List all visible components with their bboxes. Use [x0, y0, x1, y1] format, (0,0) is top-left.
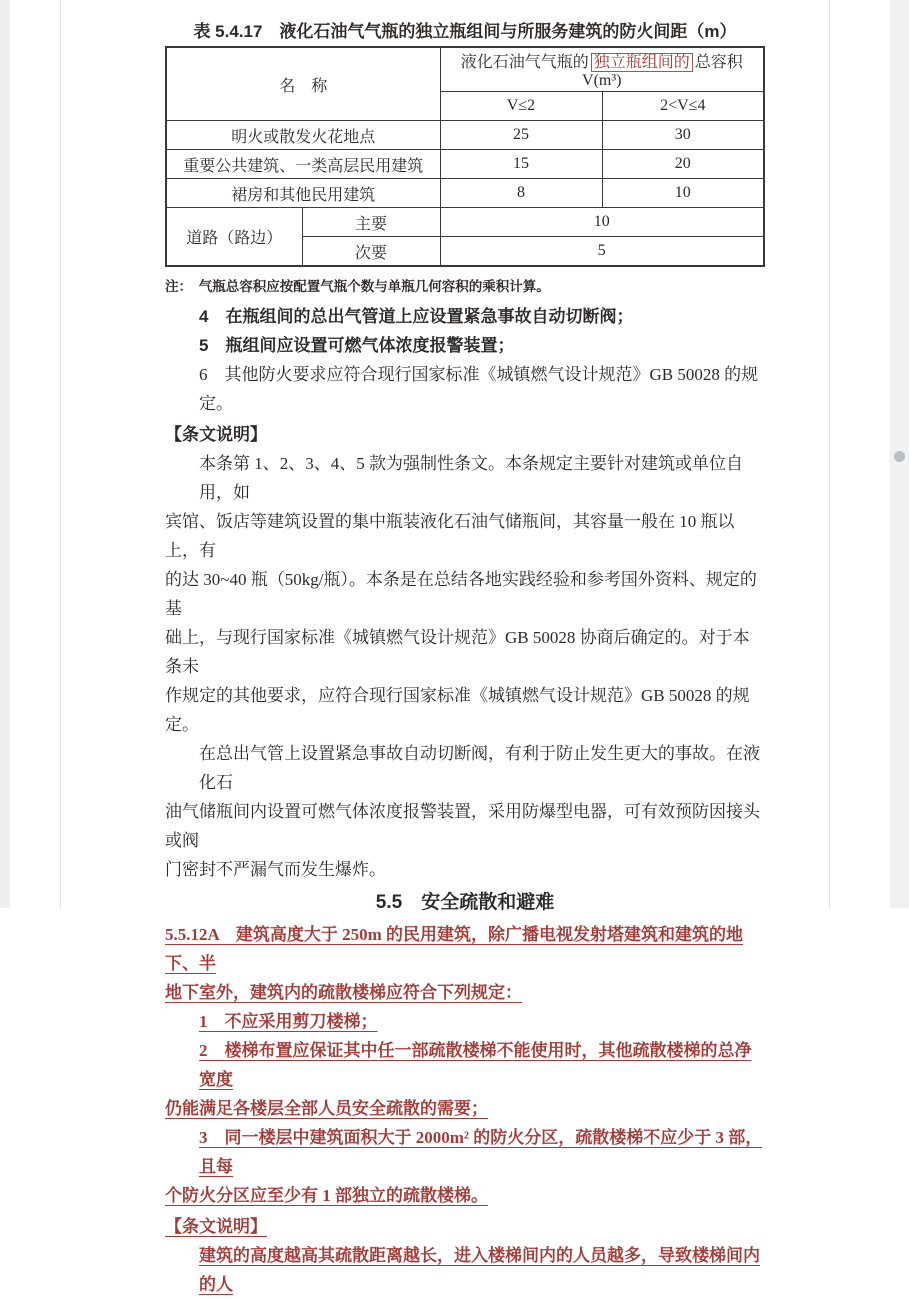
clause-subitem-3-continued: 个防火分区应至少有 1 部独立的疏散楼梯。 — [165, 1186, 488, 1205]
paragraph-line: 的达 30~40 瓶（50kg/瓶）。本条是在总结各地实践经验和参考国外资料、规定的基 — [165, 570, 757, 618]
right-scrollbar-track — [890, 0, 909, 908]
scroll-indicator-dot[interactable] — [894, 451, 905, 462]
paragraph-line: 本条第 1、2、3、4、5 款为强制性条文。本条规定主要针对建筑或单位自用，如 — [199, 454, 743, 502]
clause-item-6: 6 其他防火要求应符合现行国家标准《城镇燃气设计规范》GB 50028 的规定。 — [199, 365, 759, 413]
road-type-cell: 次要 — [302, 237, 440, 267]
clause-items — [165, 302, 765, 418]
clause-item-5: 5 瓶组间应设置可燃气体浓度报警装置； — [199, 336, 515, 355]
page-content — [61, 0, 829, 1299]
table-caption: 表 5.4.17 液化石油气气瓶的独立瓶组间与所服务建筑的防火间距（m） — [193, 22, 737, 41]
clause-subitem-3: 3 同一楼层中建筑面积大于 2000m² 的防火分区，疏散楼梯不应少于 3 部，且每 — [199, 1128, 763, 1176]
road-name-cell: 道路（路边） — [166, 208, 302, 267]
value-cell: 15 — [440, 150, 602, 179]
value-cell: 8 — [440, 179, 602, 208]
clause-subitem-2-continued: 仍能满足各楼层全部人员安全疏散的需要； — [165, 1099, 488, 1118]
row-name-cell: 明火或散发火花地点 — [166, 121, 440, 150]
document-page — [60, 0, 830, 1294]
paragraph-line: 门密封不严漏气而发生爆炸。 — [165, 860, 386, 879]
header-name-cell: 名 称 — [166, 47, 440, 121]
value-cell: 30 — [602, 121, 764, 150]
section-heading: 5.5 安全疏散和避难 — [375, 892, 555, 913]
paragraph-line: 宾馆、饭店等建筑设置的集中瓶装液化石油气储瓶间，其容量一般在 10 瓶以上，有 — [165, 512, 735, 560]
clause-item-4: 4 在瓶组间的总出气管道上应设置紧急事故自动切断阀； — [199, 307, 634, 326]
clause-line: 地下室外，建筑内的疏散楼梯应符合下列规定： — [165, 983, 522, 1002]
header-total-suffix: 总容积 V(m³) — [582, 54, 743, 89]
table-note: 注： 气瓶总容积应按配置气瓶个数与单瓶几何容积的乘积计算。 — [165, 279, 550, 294]
header-col1-cell: V≤2 — [440, 92, 602, 121]
road-type-cell: 主要 — [302, 208, 440, 237]
commentary-label: 【条文说明】 — [165, 425, 267, 444]
row-name-cell: 重要公共建筑、一类高层民用建筑 — [166, 150, 440, 179]
clause-subitem-1: 1 不应采用剪刀楼梯； — [199, 1012, 378, 1031]
header-total-prefix: 液化石油气气瓶的 — [460, 54, 589, 71]
value-cell: 25 — [440, 121, 602, 150]
commentary-line-red: 建筑的高度越高其疏散距离越长，进入楼梯间内的人员越多，导致楼梯间内的人 — [199, 1246, 760, 1294]
paragraph-line: 础上，与现行国家标准《城镇燃气设计规范》GB 50028 协商后确定的。对于本条未 — [165, 628, 750, 676]
paragraph-line: 作规定的其他要求，应符合现行国家标准《城镇燃气设计规范》GB 50028 的规定。 — [165, 686, 750, 734]
header-col2-cell: 2<V≤4 — [602, 92, 764, 121]
paragraph-line: 油气储瓶间内设置可燃气体浓度报警装置，采用防爆型电器，可有效预防因接头或阀 — [165, 802, 760, 850]
commentary-paragraph-2 — [165, 739, 765, 884]
left-gutter — [0, 0, 10, 908]
commentary-paragraph-1 — [165, 449, 765, 739]
commentary-label-red: 【条文说明】 — [165, 1217, 267, 1236]
value-cell: 10 — [602, 179, 764, 208]
paragraph-line: 在总出气管上设置紧急事故自动切断阀，有利于防止发生更大的事故。在液化石 — [199, 744, 760, 792]
fire-separation-table — [165, 46, 765, 267]
amended-clause-block — [165, 920, 765, 1299]
row-name-cell: 裙房和其他民用建筑 — [166, 179, 440, 208]
highlighted-term-box: 独立瓶组间的 — [591, 53, 693, 72]
value-cell: 20 — [602, 150, 764, 179]
value-cell: 5 — [440, 237, 764, 267]
header-total-cell — [440, 47, 764, 92]
clause-line: 5.5.12A 建筑高度大于 250m 的民用建筑，除广播电视发射塔建筑和建筑的地下、半 — [165, 925, 743, 973]
value-cell: 10 — [440, 208, 764, 237]
clause-subitem-2: 2 楼梯布置应保证其中任一部疏散楼梯不能使用时，其他疏散楼梯的总净宽度 — [199, 1041, 752, 1089]
